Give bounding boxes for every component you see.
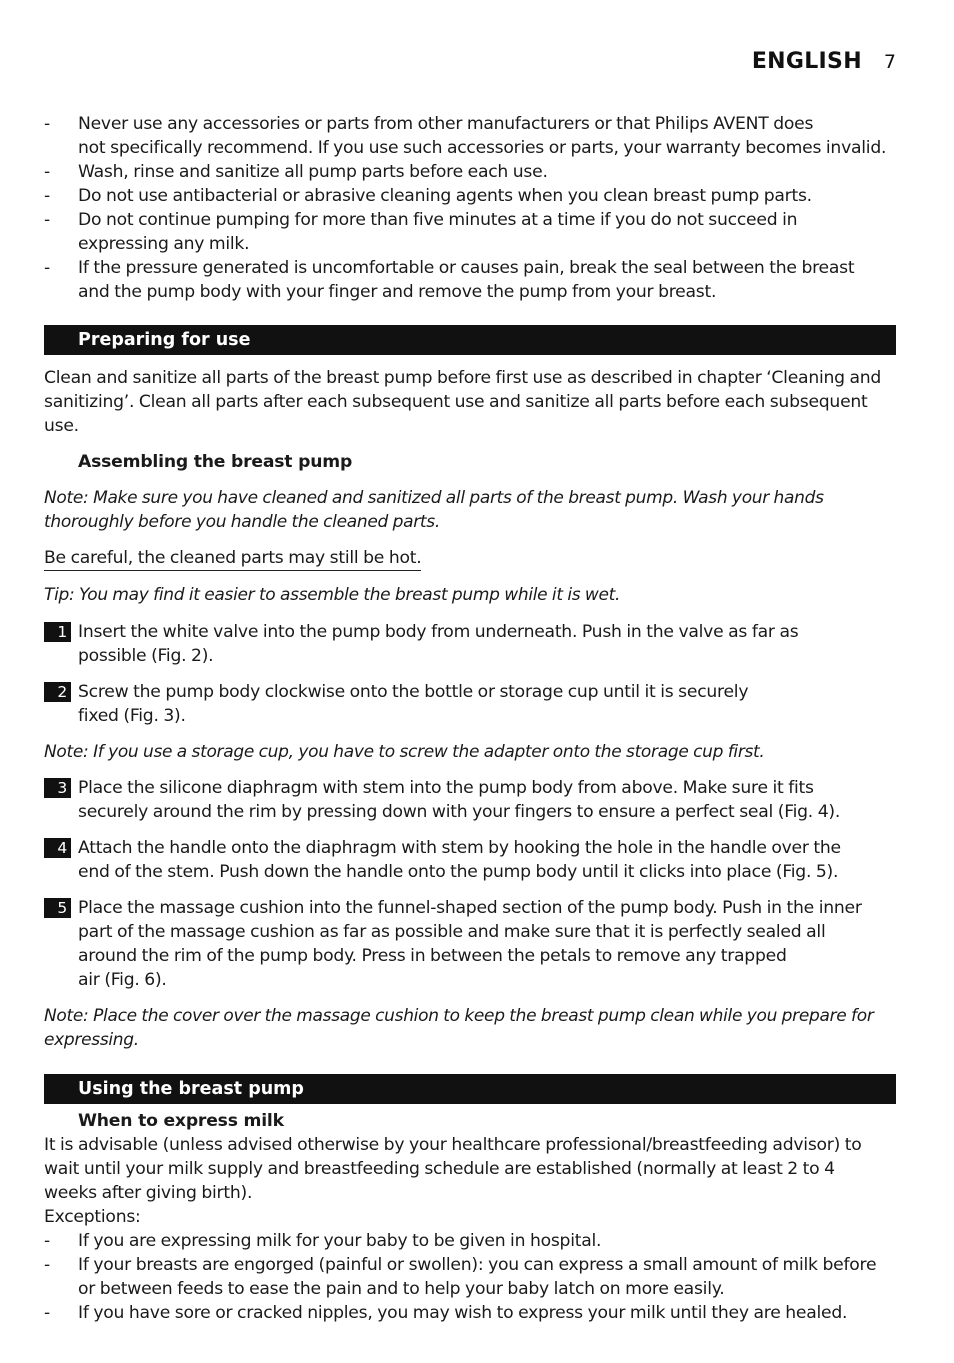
warning-item: - Never use any accessories or parts from other manufacturers or that Philips AVENT does not specifically recommend. If you use such accessories or parts, your warranty becomes invalid. — [44, 112, 896, 160]
step-line: securely around the rim by pressing down with your fingers to ensure a perfect seal (Fig. 4). — [78, 802, 841, 822]
step-number: 3 — [44, 778, 71, 798]
warning-item: - Do not use antibacterial or abrasive cleaning agents when you clean breast pump parts. — [44, 184, 896, 208]
exception-line: or between feeds to ease the pain and to help your baby latch on more easily. — [78, 1279, 725, 1299]
storage-cup-note: Note: If you use a storage cup, you have to screw the adapter onto the storage cup first. — [44, 742, 765, 762]
warning-line: Do not use antibacterial or abrasive cleaning agents when you clean breast pump parts. — [78, 186, 812, 206]
language-label: ENGLISH — [751, 49, 862, 74]
step-line: end of the stem. Push down the handle onto the pump body until it clicks into place (Fig. 5). — [78, 862, 839, 882]
body-line: wait until your milk supply and breastfeeding schedule are established (normally at least 2 to 4 — [44, 1159, 835, 1179]
step-line: Place the massage cushion into the funnel-shaped section of the pump body. Push in the inner — [78, 898, 862, 918]
step-line: Insert the white valve into the pump body from underneath. Push in the valve as far as — [78, 622, 799, 642]
exceptions-label: Exceptions: — [44, 1207, 141, 1227]
page-content — [44, 112, 896, 1325]
step-line: possible (Fig. 2). — [78, 646, 214, 666]
step-item — [44, 836, 896, 884]
exception-line: If you are expressing milk for your baby to be given in hospital. — [78, 1231, 602, 1251]
section-heading-using: Using the breast pump — [44, 1074, 896, 1104]
warning-line: If the pressure generated is uncomfortable or causes pain, break the seal between the breast — [78, 258, 855, 278]
warning-line: and the pump body with your finger and remove the pump from your breast. — [78, 282, 717, 302]
step-line: Screw the pump body clockwise onto the bottle or storage cup until it is securely — [78, 682, 749, 702]
step-line: Attach the handle onto the diaphragm with stem by hooking the hole in the handle over the — [78, 838, 841, 858]
page-header — [752, 49, 896, 74]
step-number: 1 — [44, 622, 71, 642]
note-line: expressing. — [44, 1030, 139, 1050]
preparing-intro — [44, 366, 896, 438]
step-line: around the rim of the pump body. Press in between the petals to remove any trapped — [78, 946, 787, 966]
cover-note — [44, 1004, 896, 1052]
step-number: 5 — [44, 898, 71, 918]
step-line: Place the silicone diaphragm with stem into the pump body from above. Make sure it fits — [78, 778, 814, 798]
body-line: weeks after giving birth). — [44, 1183, 253, 1203]
exception-item: - If you are expressing milk for your baby to be given in hospital. — [44, 1229, 896, 1253]
note-line: thoroughly before you handle the cleaned parts. — [44, 512, 440, 532]
intro-line: Clean and sanitize all parts of the breast pump before first use as described in chapter ‘Cleaning and — [44, 368, 882, 388]
warning-line: Wash, rinse and sanitize all pump parts before each use. — [78, 162, 548, 182]
warning-line: not specifically recommend. If you use such accessories or parts, your warranty becomes invalid. — [78, 138, 887, 158]
when-body — [44, 1133, 896, 1229]
step-line: air (Fig. 6). — [78, 970, 167, 990]
step-item — [44, 620, 896, 668]
warning-item: - Do not continue pumping for more than five minutes at a time if you do not succeed in expressing any milk. — [44, 208, 896, 256]
step-item — [44, 776, 896, 824]
caution-block — [44, 546, 896, 571]
exception-line: If your breasts are engorged (painful or swollen): you can express a small amount of milk before — [78, 1255, 877, 1275]
page-number: 7 — [883, 51, 896, 73]
step-line: part of the massage cushion as far as possible and make sure that it is perfectly sealed all — [78, 922, 826, 942]
exception-item: - If you have sore or cracked nipples, you may wish to express your milk until they are healed. — [44, 1301, 896, 1325]
warning-line: expressing any milk. — [78, 234, 250, 254]
exception-item: - If your breasts are engorged (painful or swollen): you can express a small amount of milk before or between feeds to ease the pain and to help your baby latch on more easily. — [44, 1253, 896, 1301]
assembly-tip: Tip: You may find it easier to assemble the breast pump while it is wet. — [44, 585, 621, 605]
step-number: 4 — [44, 838, 71, 858]
warning-line: Never use any accessories or parts from other manufacturers or that Philips AVENT does — [78, 114, 814, 134]
warning-line: Do not continue pumping for more than five minutes at a time if you do not succeed in — [78, 210, 798, 230]
subheading-assembling: Assembling the breast pump — [78, 452, 353, 472]
warning-item: - Wash, rinse and sanitize all pump parts before each use. — [44, 160, 896, 184]
step-number: 2 — [44, 682, 71, 702]
assembly-note — [44, 486, 896, 534]
intro-line: sanitizing’. Clean all parts after each subsequent use and sanitize all parts before each subsequent — [44, 392, 868, 412]
subheading-when: When to express milk — [78, 1111, 284, 1131]
note-line: Note: Place the cover over the massage cushion to keep the breast pump clean while you prepare for — [44, 1006, 874, 1026]
exceptions-list — [44, 1229, 896, 1325]
warning-item: - If the pressure generated is uncomfortable or causes pain, break the seal between the breast and the pump body with your finger and remove the pump from your breast. — [44, 256, 896, 304]
caution-text: Be careful, the cleaned parts may still be hot. — [44, 547, 421, 571]
exception-line: If you have sore or cracked nipples, you may wish to express your milk until they are healed. — [78, 1303, 848, 1323]
step-line: fixed (Fig. 3). — [78, 706, 186, 726]
step-item — [44, 680, 896, 728]
step-item — [44, 896, 896, 992]
body-line: It is advisable (unless advised otherwise by your healthcare professional/breastfeeding advisor) to — [44, 1135, 862, 1155]
intro-line: use. — [44, 416, 79, 436]
note-line: Note: Make sure you have cleaned and sanitized all parts of the breast pump. Wash your hands — [44, 488, 824, 508]
section-heading-preparing: Preparing for use — [44, 325, 896, 355]
warning-list — [44, 112, 896, 304]
